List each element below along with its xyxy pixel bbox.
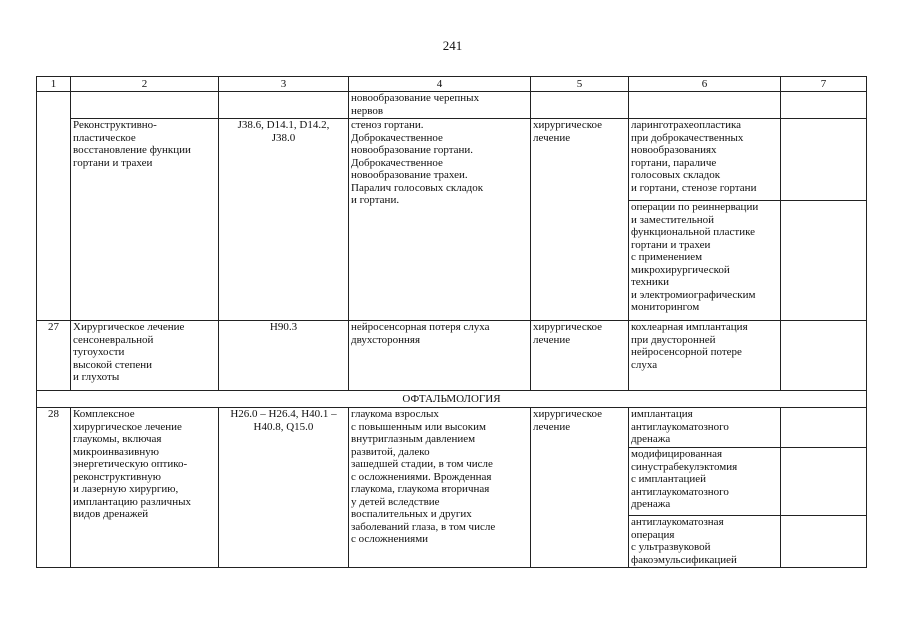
method-cell: ларинготрахеопластика при доброкачественных новообразованиях гортани, параличе голосовых складок и гортани, стенозе гортани (629, 119, 781, 201)
icd-code-cell: H90.3 (219, 321, 349, 391)
procedures-table (36, 76, 867, 568)
treatment-type-cell: хирургическое лечение (531, 408, 629, 568)
method-cell: имплантация антиглаукоматозного дренажа (629, 408, 781, 448)
method-cell: кохлеарная имплантация при двусторонней нейросенсорной потере слуха (629, 321, 781, 391)
treatment-type-cell: хирургическое лечение (531, 321, 629, 391)
treatment-type-cell: хирургическое лечение (531, 119, 629, 321)
page-number: 241 (442, 38, 463, 53)
row-number-cell: 27 (37, 321, 71, 391)
method-cell: модифицированная синустрабекулэктомия с имплантацией антиглаукоматозного дренажа (629, 448, 781, 516)
icd-code-cell: H26.0 – H26.4, H40.1 – H40.8, Q15.0 (219, 408, 349, 568)
column-header: 7 (781, 77, 867, 92)
column-header: 6 (629, 77, 781, 92)
diagnosis-cell: новообразование черепных нервов (349, 92, 531, 119)
procedure-name-cell: Реконструктивно- пластическое восстановление функции гортани и трахеи (71, 119, 219, 321)
icd-code-cell: J38.6, D14.1, D14.2, J38.0 (219, 119, 349, 321)
diagnosis-cell: глаукома взрослых с повышенным или высоким внутриглазным давлением развитой, далеко зашедшей стадии, в том числе с осложнениями. Врожденная глаукома, глаукома вторичная у детей вследствие воспалительных и других заболеваний глаза, в том числе с осложнениями (349, 408, 531, 568)
table-row (37, 321, 867, 391)
method-cell: антиглаукоматозная операция с ультразвуковой факоэмульсификацией (629, 516, 781, 568)
row-number-cell: 28 (37, 408, 71, 568)
column-header: 1 (37, 77, 71, 92)
procedure-name-cell: Комплексное хирургическое лечение глаукомы, включая микроинвазивную энергетическую оптико- реконструктивную и лазерную хирургию, имплантацию различных видов дренажей (71, 408, 219, 568)
table-row (37, 92, 867, 119)
table-header-row (37, 77, 867, 92)
column-header: 2 (71, 77, 219, 92)
method-cell: операции по реиннервации и заместительной функциональной пластике гортани и трахеи с применением микрохирургической техники и электромиографическим мониторингом (629, 201, 781, 321)
column-header: 3 (219, 77, 349, 92)
table-row (37, 119, 867, 201)
diagnosis-cell: нейросенсорная потеря слуха двухсторонняя (349, 321, 531, 391)
diagnosis-cell: стеноз гортани. Доброкачественное новообразование гортани. Доброкачественное новообразование трахеи. Паралич голосовых складок и гортани. (349, 119, 531, 321)
column-header: 4 (349, 77, 531, 92)
section-title: ОФТАЛЬМОЛОГИЯ (37, 391, 867, 408)
procedure-name-cell: Хирургическое лечение сенсоневральной тугоухости высокой степени и глухоты (71, 321, 219, 391)
section-header-row (37, 391, 867, 408)
column-header: 5 (531, 77, 629, 92)
table-row (37, 408, 867, 448)
